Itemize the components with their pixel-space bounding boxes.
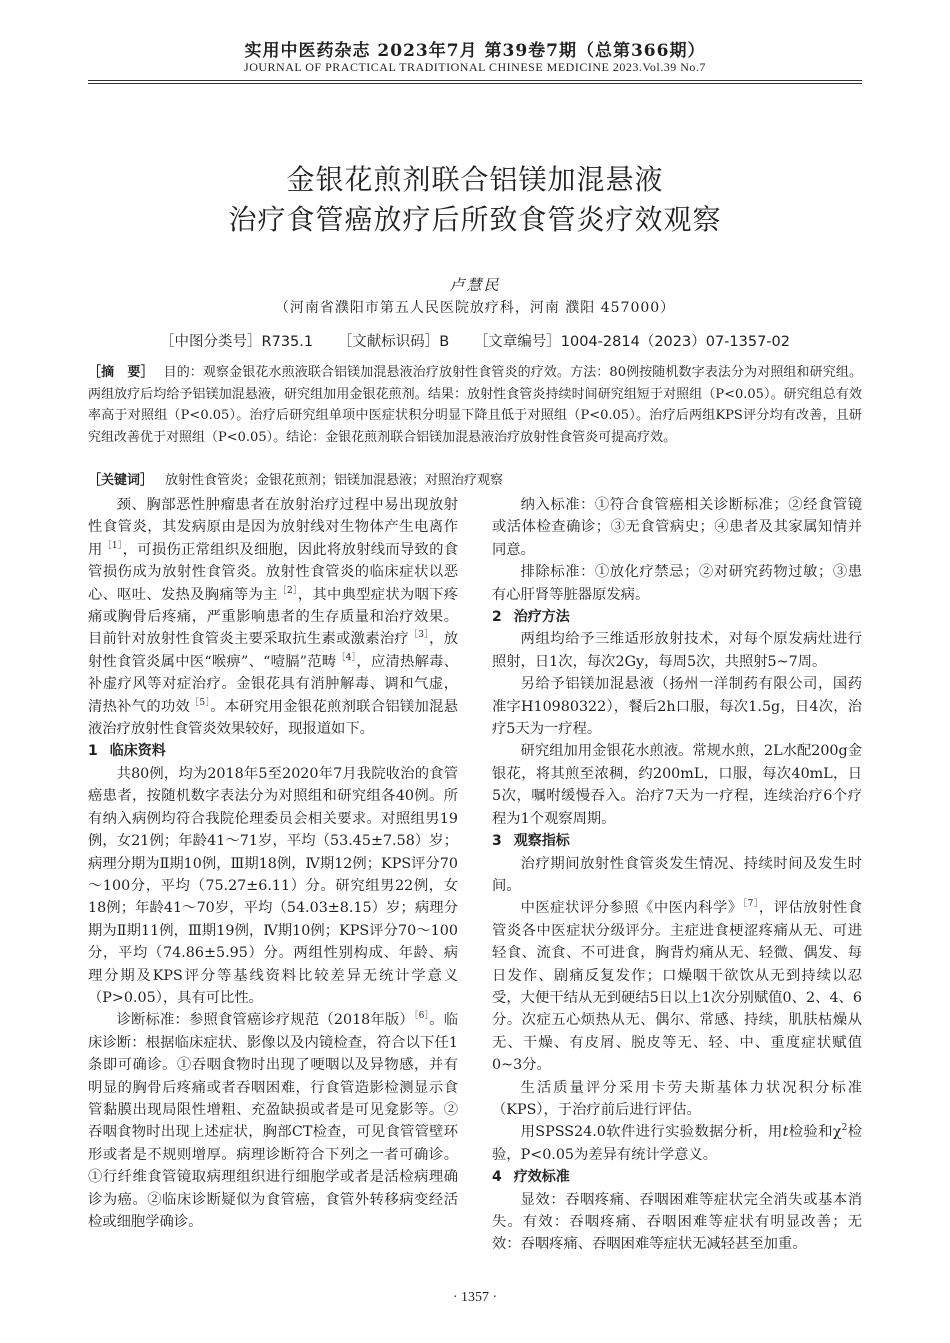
observation-paragraph-1: 治疗期间放射性食管炎发生情况、持续时间及发生时间。: [492, 855, 862, 894]
page-number: · 1357 ·: [452, 1290, 498, 1305]
article-title-line2: 治疗食管癌放疗后所致食管炎疗效观察: [228, 203, 722, 236]
exclusion-criteria: 排除标准：①放化疗禁忌；②对研究药物过敏；③患有心肝肾等脏器原发病。: [492, 564, 862, 603]
citation: ［7］: [742, 899, 759, 910]
journal-header-cn: 实用中医药杂志 2023年7月 第39卷7期（总第366期）: [244, 41, 706, 61]
citation: ［2］: [277, 585, 298, 596]
abstract-label: ［摘 要］: [88, 365, 154, 380]
section-heading-efficacy: 4 疗效标准: [492, 1169, 570, 1186]
section-heading-clinical-data: 1 临床资料: [88, 743, 166, 760]
document-code: ［文献标识码］B: [337, 334, 450, 350]
clinical-data-paragraph: 共80例，均为2018年5至2020年7月我院收治的食管癌患者，按随机数字表法分为对照组和研究组各40例。所有纳入病例均符合我院伦理委员会相关要求。对照组男19例，女21例；年龄41～71岁，平均（53.45±7.58）岁；病理分期为Ⅱ期10例，Ⅲ期18例，Ⅳ期12例；KPS评分70～100分，平均（75.27±6.11）分。研究组男22例，女18例；年龄41～70岁，平均（54.03±8.15）岁；病理分期为Ⅱ期11例，Ⅲ期19例，Ⅳ期10例；KPS评分70～100分，平均（74.86±5.95）分。两组性别构成、年龄、病理分期及KPS评分等基线资料比较差异无统计学意义（P>0.05），具有可比性。: [88, 765, 458, 1006]
article-number: ［文章编号］1004-2814（2023）07-1357-02: [473, 334, 790, 350]
header-divider: [88, 80, 862, 81]
inclusion-criteria: 纳入标准：①符合食管癌相关诊断标准；②经食管镜或活体检查确诊；③无食管病史；④患者及其家属知情并同意。: [492, 497, 862, 558]
article-title-line1: 金银花煎剂联合铝镁加混悬液: [286, 163, 664, 196]
treatment-paragraph-2: 另给予铝镁加混悬液（扬州一洋制药有限公司，国药准字H10980322），餐后2h口服，每次1.5g，日4次，治疗5天为一疗程。: [492, 676, 862, 738]
statistics-paragraph: 用SPSS24.0软件进行实验数据分析，用t检验和$\chi^2$检验，P<0.05为差异有统计学意义。: [492, 1123, 862, 1163]
classification-line: [0, 330, 950, 351]
treatment-paragraph-3: 研究组加用金银花水煎液。常规水煎，2L水配200g金银花，将其煎至浓稠，约200mL，口服，每次40mL，日5次，嘱咐缓慢吞入。治疗7天为一疗程，连续治疗6个疗程为1个观察周期。: [492, 743, 862, 827]
citation: ［1］: [102, 541, 123, 552]
right-column: [492, 494, 862, 1256]
tcm-score-paragraph: 中医症状评分参照《中医内科学》$^{[7]}$，评估放射性食管炎各中医症状分级评分。主症进食梗涩疼痛从无、可进轻食、流食、不可进食，胸背灼痛从无、轻微、偶发、每日发作、剧痛反复发作；口燥咽干欲饮从无到持续以忍受，大便干结从无到硬结5日以上1次分别赋值0、2、4、6分。次症五心烦热从无、偶尔、常感、持续，肌肤枯燥从无、干燥、有皮屑、脱皮等无、轻、中、重度症状赋值0~3分。: [492, 899, 863, 1074]
efficacy-paragraph: 显效：吞咽疼痛、吞咽困难等症状完全消失或基本消失。有效：吞咽疼痛、吞咽困难等症状有明显改善；无效：吞咽疼痛、吞咽困难等症状无减轻甚至加重。: [492, 1191, 862, 1253]
kps-paragraph: 生活质量评分采用卡劳夫斯基体力状况积分标准（KPS），于治疗前后进行评估。: [492, 1079, 862, 1118]
keywords: [88, 470, 862, 491]
section-heading-treatment: 2 治疗方法: [492, 609, 570, 626]
citation: ［5］: [190, 697, 211, 708]
header-divider-thin: [88, 83, 862, 84]
diagnosis-paragraph: 诊断标准：参照食管癌诊疗规范（2018年版）$^{[6]}$。临床诊断：根据临床症状、影像以及内镜检查，符合以下任1条即可确诊。①吞咽食物时出现了哽咽以及异物感，并有明显的胸骨后疼痛或者吞咽困难，行食管造影检测显示食管黏膜出现局限性增粗、充盈缺损或者是可见龛影等。②吞咽食物时出现上述症状，胸部CT检查，可见食管管壁环形或者是不规则增厚。病理诊断符合下列之一者可确诊。①行纤维食管镜取病理组织进行细胞学或者是活检病理确诊为癌。②临床诊断疑似为食管癌，食管外转移病变经活检或细胞学确诊。: [88, 1011, 459, 1230]
abstract-text: 目的：观察金银花水煎液联合铝镁加混悬液治疗放射性食管炎的疗效。方法：80例按随机数字表法分为对照组和研究组。两组放疗后均给予铝镁加混悬液，研究组加用金银花煎剂。结果：放射性食管炎持续时间研究组短于对照组（P<0.05）。研究组总有效率高于对照组（P<0.05）。治疗后研究组单项中医症状积分明显下降且低于对照组（P<0.05）。治疗后两组KPS评分均有改善，且研究组改善优于对照组（P<0.05）。结论：金银花煎剂联合铝镁加混悬液治疗放射性食管炎可提高疗效。: [88, 365, 862, 445]
citation: ［4］: [336, 653, 357, 664]
intro-paragraph: 颈、胸部恶性肿瘤患者在放射治疗过程中易出现放射性食管炎，其发病原由是因为放射线对生物体产生电离作用$^{[1]}$，可损伤正常组织及细胞，因此将放射线而导致的食管损伤成为放射性食管炎。放射性食管炎的临床症状以恶心、呕吐、发热及胸痛等为主$^{[2]}$，其中典型症状为咽下疼痛或胸骨后疼痛，严重影响患者的生存质量和治疗效果。目前针对放射性食管炎主要采取抗生素或激素治疗$^{[3]}$，放射性食管炎属中医“喉痹”、“噎膈”范畴$^{[4]}$，应清热解毒、补虚疗风等对症治疗。金银花具有消肿解毒、调和气虚，清热补气的功效$^{[5]}$。本研究用金银花煎剂联合铝镁加混悬液治疗放射性食管炎效果较好，现报道如下。: [88, 497, 459, 738]
keywords-text: 放射性食管炎；金银花煎剂；铝镁加混悬液；对照治疗观察: [165, 473, 504, 488]
treatment-paragraph-1: 两组均给予三维适形放射技术，对每个原发病灶进行照射，日1次，每次2Gy，每周5次，共照射5~7周。: [492, 631, 862, 670]
clc-number: ［中图分类号］R735.1: [160, 334, 314, 350]
author: 卢慧民: [449, 276, 501, 294]
section-heading-observation: 3 观察指标: [492, 833, 570, 850]
abstract: [88, 362, 862, 448]
citation: ［3］: [409, 630, 430, 641]
citation: ［6］: [413, 1011, 430, 1022]
affiliation: （河南省濮阳市第五人民医院放疗科，河南 濮阳 457000）: [274, 300, 676, 316]
keywords-label: ［关键词］: [88, 473, 154, 488]
left-column: [88, 494, 458, 1233]
journal-header-en: JOURNAL OF PRACTICAL TRADITIONAL CHINESE MEDICINE 2023.Vol.39 No.7: [244, 60, 706, 74]
